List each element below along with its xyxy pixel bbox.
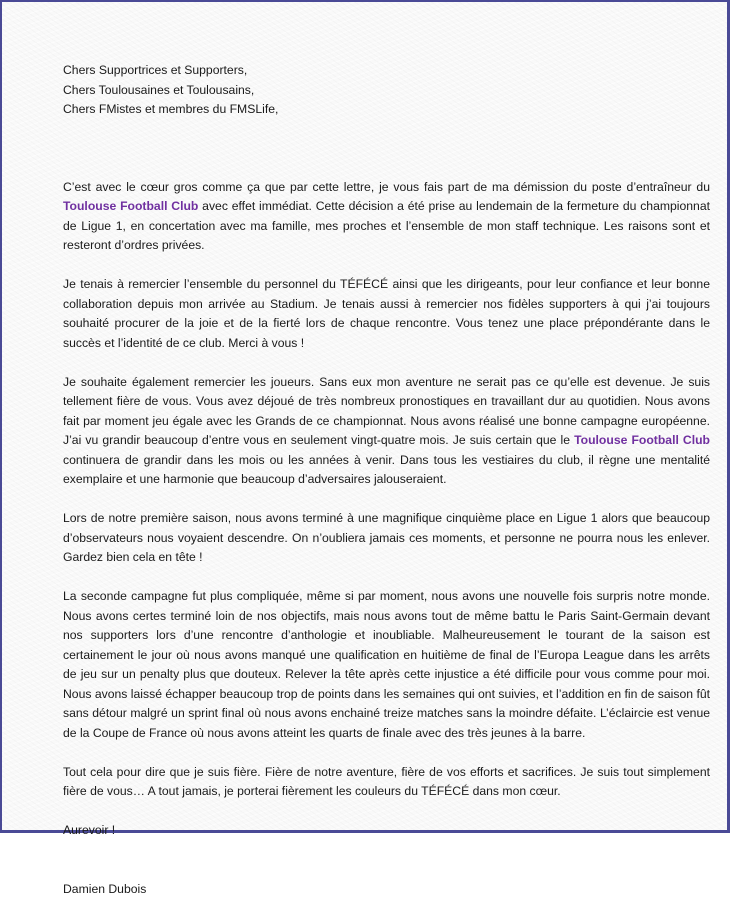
paragraph-second-season: La seconde campagne fut plus compliquée, même si par moment, nous avons une nouvelle fois surpris notre monde. Nous avons certes terminé loin de nos objectifs, mais nous avons tout de même battu le Paris Saint-Germain devant nos supporters lors d’une rencontre d’anthologie et inoubliable. Malheureusement le tourant de la saison est certainement le jour où nous avons manqué une qualification en huitième de final de l’Europa League dans les arrêts de jeu sur un penalty plus que douteux. Relever la tête après cette injustice a été difficile pour vous comme pour moi. Nous avons laissé échapper beaucoup trop de points dans les semaines qui ont suivies, et l’addition en fin de saison fût sans détour malgré un sprint final où nous avons enchainé treize matches sans la moindre défaite. L’éclaircie est venue de la Coupe de France où nous avons atteint les quarts de finale avec des très jeunes à la barre. xyxy=(63,587,710,743)
paragraph-thanks-staff: Je tenais à remercier l’ensemble du personnel du TÉFÉCÉ ainsi que les dirigeants, pour leur confiance et leur bonne collaboration depuis mon arrivée au Stadium. Je tenais aussi à remercier nos fidèles supporters à qui j’ai toujours souhaité procurer de la joie et de la fierté lors de chaque rencontre. Vous tenez une place prépondérante dans le succès et l’identité de ce club. Merci à vous ! xyxy=(63,275,710,353)
letter-body xyxy=(63,61,710,899)
letter-greeting xyxy=(63,61,710,120)
greeting-line: Chers FMistes et membres du FMSLife, xyxy=(63,100,710,120)
paragraph-text: C’est avec le cœur gros comme ça que par cette lettre, je vous fais part de ma démission du poste d’entraîneur du xyxy=(63,180,710,194)
paragraph-text: avec effet immédiat. Cette décision a été prise au lendemain de la fermeture du championnat de Ligue 1, en concertation avec ma famille, mes proches et l’ensemble de mon staff technique. Les raisons sont et resteront d’ordres privées. xyxy=(63,199,710,252)
letter-closing: Aurevoir ! xyxy=(63,821,710,841)
greeting-line: Chers Toulousaines et Toulousains, xyxy=(63,81,710,101)
paragraph-thanks-players xyxy=(63,373,710,490)
paragraph-pride: Tout cela pour dire que je suis fière. Fière de notre aventure, fière de vos efforts et sacrifices. Je suis tout simplement fière de vous… A tout jamais, je porterai fièrement les couleurs du TÉFÉCÉ dans mon cœur. xyxy=(63,763,710,802)
paragraph-text: Je souhaite également remercier les joueurs. Sans eux mon aventure ne serait pas ce qu’elle est devenue. Je suis tellement fière de vous. Vous avez déjoué de très nombreux pronostiques en travaillant dur au quotidien. Nous avons fait par moment jeu égale avec les Grands de ce championnat. Nous avons réalisé une bonne campagne européenne. J’ai vu grandir beaucoup d’entre vous en seulement vingt-quatre mois. Je suis certain que le xyxy=(63,375,710,448)
letter-signature: Damien Dubois xyxy=(63,880,710,899)
paragraph-resignation xyxy=(63,178,710,256)
club-name-highlight: Toulouse Football Club xyxy=(63,199,198,213)
greeting-line: Chers Supportrices et Supporters, xyxy=(63,61,710,81)
paragraph-text: continuera de grandir dans les mois ou les années à venir. Dans tous les vestiaires du club, il règne une mentalité exemplaire et une harmonie que beaucoup d’adversaires jalouseraient. xyxy=(63,453,710,487)
paragraph-first-season: Lors de notre première saison, nous avons terminé à une magnifique cinquième place en Ligue 1 alors que beaucoup d’observateurs nous voyaient descendre. On n’oubliera jamais ces moments, et personne ne pourra nous les enlever. Gardez bien cela en tête ! xyxy=(63,509,710,568)
club-name-highlight: Toulouse Football Club xyxy=(574,433,710,447)
